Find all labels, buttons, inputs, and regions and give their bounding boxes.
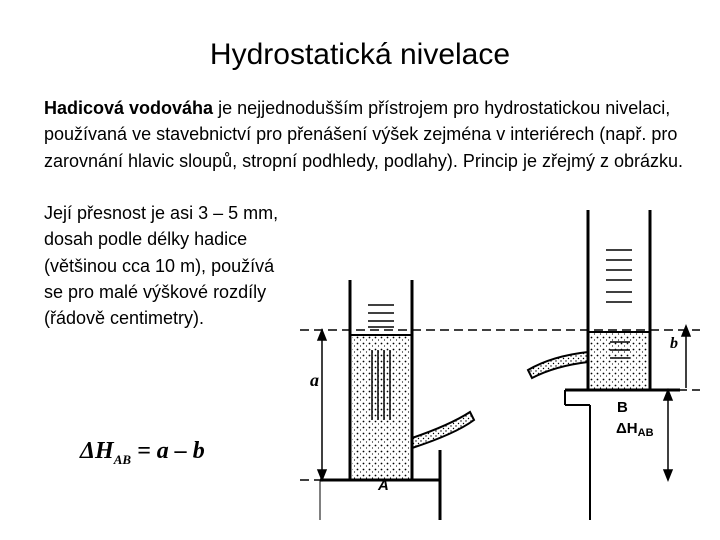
intro-paragraph	[44, 95, 684, 174]
formula-rhs: = a – b	[137, 438, 205, 464]
accuracy-paragraph: Její přesnost je asi 3 – 5 mm, dosah podle délky hadice (většinou cca 10 m), používá se pro malé výškové rozdíly (řádově centimetry).	[44, 203, 279, 329]
label-b: b	[670, 335, 678, 352]
left-tube	[320, 280, 474, 520]
formula	[80, 438, 205, 468]
hose-level-diagram	[290, 180, 710, 520]
intro-bold-term: Hadicová vodováha	[44, 98, 214, 118]
label-A: A	[378, 477, 389, 494]
formula-subscript: AB	[113, 452, 132, 467]
dimension-dh	[664, 390, 672, 480]
label-a: a	[310, 370, 319, 390]
dimension-a	[318, 330, 326, 480]
intro-text: je nejjednodušším přístrojem pro hydrostatickou nivelaci, používaná ve stavebnictví pro přenášení výšek zejména v interiérech (např. pro zarovnání hlavic sloupů, stropní podhledy, podlahy). Princip je zřejmý z obrázku.	[44, 98, 683, 171]
label-dh: $\Delta H_{AB}$	[616, 420, 654, 439]
slide-title: Hydrostatická nivelace	[209, 38, 511, 71]
right-tube	[528, 210, 680, 520]
formula-lhs: ΔH	[80, 438, 114, 464]
dimension-b	[682, 326, 690, 388]
label-B: B	[617, 399, 628, 416]
